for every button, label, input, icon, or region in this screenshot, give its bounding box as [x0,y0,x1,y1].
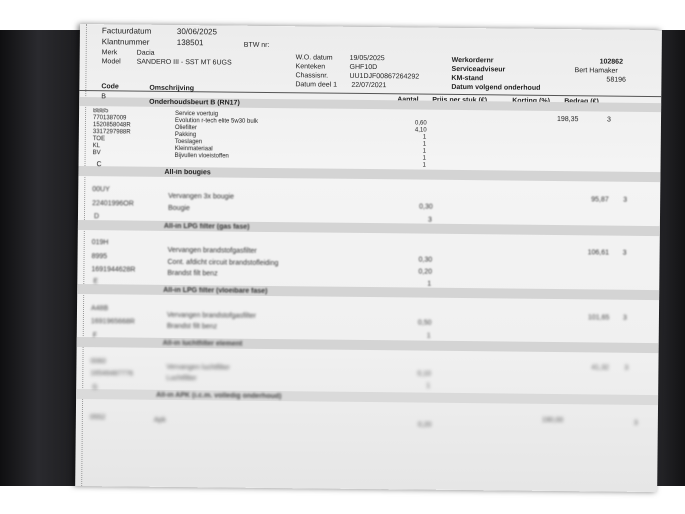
section-c-title: All-in bougies [164,168,211,177]
section-b-code-6: KL [92,143,101,150]
section-e-letter: E [93,278,99,286]
section-e-title: All-in LPG filter (vloeibare fase) [163,286,268,295]
section-d-vat: 3 [622,249,627,257]
section-b-title: Onderhoudsbeurt B (RN17) [149,98,240,107]
serviceadviseur-value: Bert Hamaker [574,67,618,75]
btw-label: BTW nr: [243,41,270,49]
kenteken-label: Kenteken [295,63,326,71]
section-e-qty-2: 1 [426,332,431,340]
section-c-code-1: 00UY [92,186,110,194]
section-g-price: 190,00 [541,416,564,425]
section-d-qty-3: 1 [427,280,432,288]
section-b-qty-7: 1 [422,162,426,169]
chassisnr-label: Chassisnr. [295,72,329,80]
section-b-code-5: TOE [92,136,106,143]
section-g-qty-1: 0,20 [417,421,432,429]
section-d-desc-2: Cont. afdicht circuit brandstofleiding [167,258,279,268]
section-c-qty-1: 0,30 [419,203,433,211]
section-b-qty-2: 4,10 [414,127,427,134]
section-d-title: All-in LPG filter (gas fase) [163,222,250,231]
section-d-code-1: 019H [91,239,109,247]
section-f-code-2: 16546487776 [90,370,134,378]
klantnummer-label: Klantnummer [101,37,150,47]
section-g-letter: G [92,384,98,392]
wo-datum-value: 19/05/2025 [349,54,385,63]
section-b-desc-5: Toeslagen [174,138,203,146]
section-b-code-4: 3317297988R [92,129,131,136]
section-g-code-1: 0552 [89,414,106,422]
datum-onderhoud-label: Datum volgend onderhoud [451,83,541,92]
model-label: Model [101,58,121,66]
section-b-desc-6: Kleinmateriaal [174,145,213,153]
section-e-code-1: A48B [90,305,109,313]
section-d-desc-3: Brandst filt benz [167,269,218,278]
datum-deel1-label: Datum deel 1 [295,81,338,89]
section-b-letter: B [101,93,106,101]
section-d-qty-2: 0,20 [418,268,433,276]
section-b-desc-1: Service voertuig [175,111,219,118]
section-b-vat: 3 [606,116,611,124]
section-e-vat: 3 [622,314,627,322]
section-c-vat: 3 [623,196,628,204]
section-c-qty-2: 3 [427,216,432,224]
col-code: Code [101,83,119,91]
section-d-letter: D [93,213,100,221]
werkordernr-value: 102862 [599,58,624,66]
section-f-qty-2: 1 [426,382,431,390]
wo-datum-label: W.O. datum [295,54,333,62]
section-b-qty-3: 1 [422,134,427,141]
section-b-code-2: 7701387009 [92,115,127,122]
merk-value: Dacia [136,49,155,57]
section-d-desc-1: Vervangen brandstofgasfilter [167,246,257,255]
section-e-total: 101,65 [587,314,610,322]
section-e-code-2: 1691965668R [90,318,135,326]
section-f-code-1: 0060 [90,358,107,366]
invoice-document [75,24,662,492]
merk-label: Merk [101,49,118,57]
section-d-total: 106,61 [587,249,610,257]
section-b-code-7: BV [92,150,101,157]
col-omschrijving: Omschrijving [149,84,195,93]
perforation-line [81,24,88,486]
section-f-title: All-in luchtfilter element [162,339,243,348]
section-b-desc-7: Bijvullen vloeistoffen [174,152,229,160]
section-b-code-3: 1520858048R [92,122,131,129]
section-f-total: 41,32 [591,364,609,372]
section-f-desc-2: Luchtfilter [166,374,197,383]
werkordernr-label: Werkordernr [451,56,494,65]
section-b-qty-6: 1 [422,155,426,162]
klantnummer-value: 138501 [176,38,204,48]
section-b-desc-3: Oliefilter [174,124,197,132]
section-c-letter: C [96,161,102,169]
serviceadviseur-label: Serviceadviseur [451,65,506,74]
section-b-qty-5: 1 [422,148,427,155]
section-b-total: 198,35 [556,116,579,124]
kmstand-value: 58196 [606,76,626,84]
section-b-desc-2: Evolution r-tech elite 5w30 bulk [174,118,259,125]
section-b-desc-4: Pakking [174,131,197,139]
section-d-code-3: 1691944628R [91,266,136,274]
section-f-desc-1: Vervangen luchtfilter [166,363,230,372]
section-d-qty-1: 0,30 [418,256,433,264]
section-c-code-2: 22401996OR [92,200,134,208]
section-g-desc-1: Apk [153,416,166,424]
section-g-title: All-in APK (i.c.m. volledig onderhoud) [156,391,282,401]
kenteken-value: GHF10D [349,63,378,72]
section-b-qty-1: 0,60 [414,120,427,127]
section-c-total: 95,87 [591,196,609,204]
section-e-desc-1: Vervangen brandstofgasfilter [166,311,257,320]
section-b-code-1: BBB5 [93,108,109,115]
section-d-code-2: 8995 [91,253,108,261]
section-e-desc-2: Brandst filt benz [166,322,218,331]
factuurdatum-label: Factuurdatum [101,26,152,36]
section-c-desc-2: Bougie [168,204,190,213]
model-value: SANDERO III - SST MT 6UGS [136,58,232,67]
factuurdatum-value: 30/06/2025 [176,27,218,37]
kmstand-label: KM-stand [451,74,484,83]
datum-deel1-value: 22/07/2021 [351,81,387,90]
section-e-qty-1: 0,50 [417,319,432,327]
section-c-desc-1: Vervangen 3x bougie [168,192,235,201]
section-f-qty-1: 0,10 [417,370,432,378]
section-g-vat: 3 [633,419,638,427]
section-b-qty-4: 1 [422,141,427,148]
section-f-letter: F [92,332,98,340]
chassisnr-value: UU1DJF00867264292 [349,72,420,81]
section-f-vat: 3 [624,364,629,372]
